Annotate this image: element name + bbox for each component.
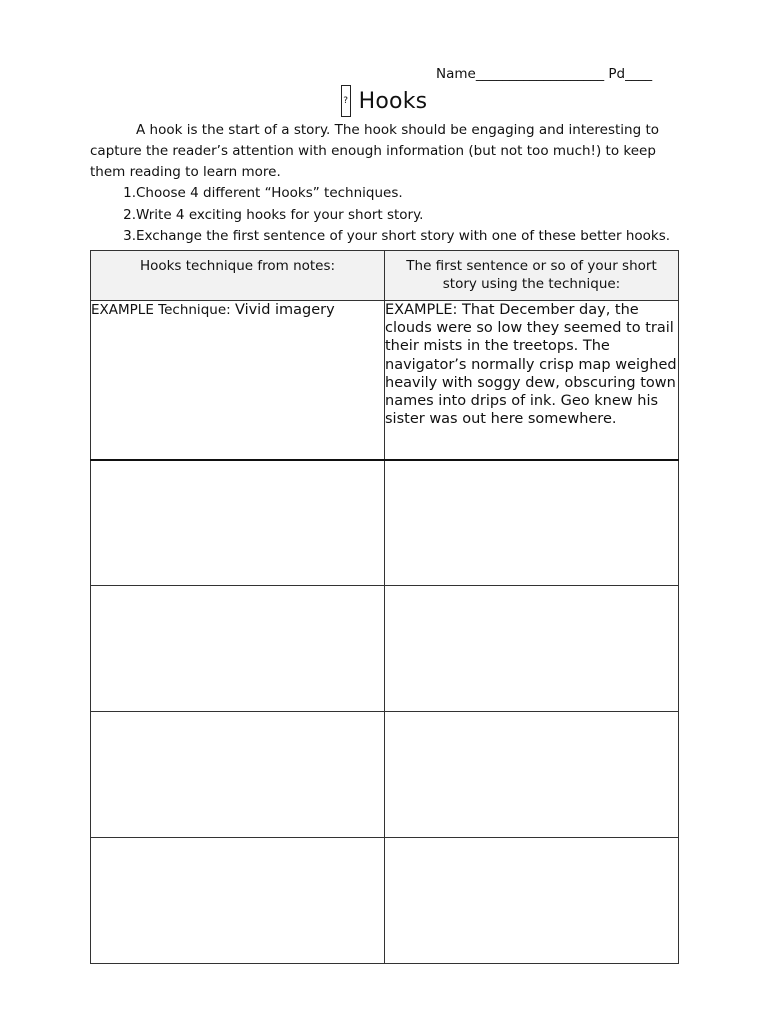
instruction-text: Choose 4 different “Hooks” techniques. [136,185,403,201]
table-row [91,712,679,838]
table-header-row [91,251,679,301]
technique-input-cell[interactable] [91,838,385,964]
technique-input-cell[interactable] [91,460,385,586]
instruction-item [90,226,690,248]
technique-input-cell[interactable] [91,586,385,712]
header-first-sentence: The first sentence or so of your short story using the technique: [385,251,679,301]
page-title: Hooks [358,88,428,114]
example-row [91,301,679,460]
instruction-number: 2. [123,206,136,223]
hooks-table [90,250,679,964]
technique-input-cell[interactable] [91,712,385,838]
instruction-list [90,183,690,248]
sentence-input-cell[interactable] [385,460,679,586]
sentence-input-cell[interactable] [385,712,679,838]
table-row [91,586,679,712]
sentence-input-cell[interactable] [385,586,679,712]
missing-glyph-icon: ? [341,85,351,117]
header-technique: Hooks technique from notes: [91,251,385,301]
instruction-number: 1. [123,185,136,201]
table-row [91,838,679,964]
instruction-item [90,205,690,227]
instruction-number: 3. [123,228,136,244]
instruction-text: Write 4 exciting hooks for your short story. [136,206,424,223]
instruction-text: Exchange the first sentence of your short story with one of these better hooks. [136,228,671,244]
example-technique-label: EXAMPLE Technique: [91,302,231,318]
table-row [91,460,679,586]
intro-paragraph: A hook is the start of a story. The hook should be engaging and interesting to capture the reader’s attention with enough information (but not too much!) to keep them reading to learn more. [90,122,660,180]
name-period-line[interactable]: Name___________________ Pd____ [436,66,653,82]
instruction-item [90,183,690,205]
example-technique-cell [91,301,385,460]
sentence-input-cell[interactable] [385,838,679,964]
example-technique-value: Vivid imagery [234,302,335,318]
example-sentence-cell: EXAMPLE: That December day, the clouds were so low they seemed to trail their mists in the treetops. The navigator’s normally crisp map weighed heavily with soggy dew, obscuring town names into drips of ink. Geo knew his sister was out here somewhere. [385,301,679,460]
worksheet-title [0,84,768,118]
